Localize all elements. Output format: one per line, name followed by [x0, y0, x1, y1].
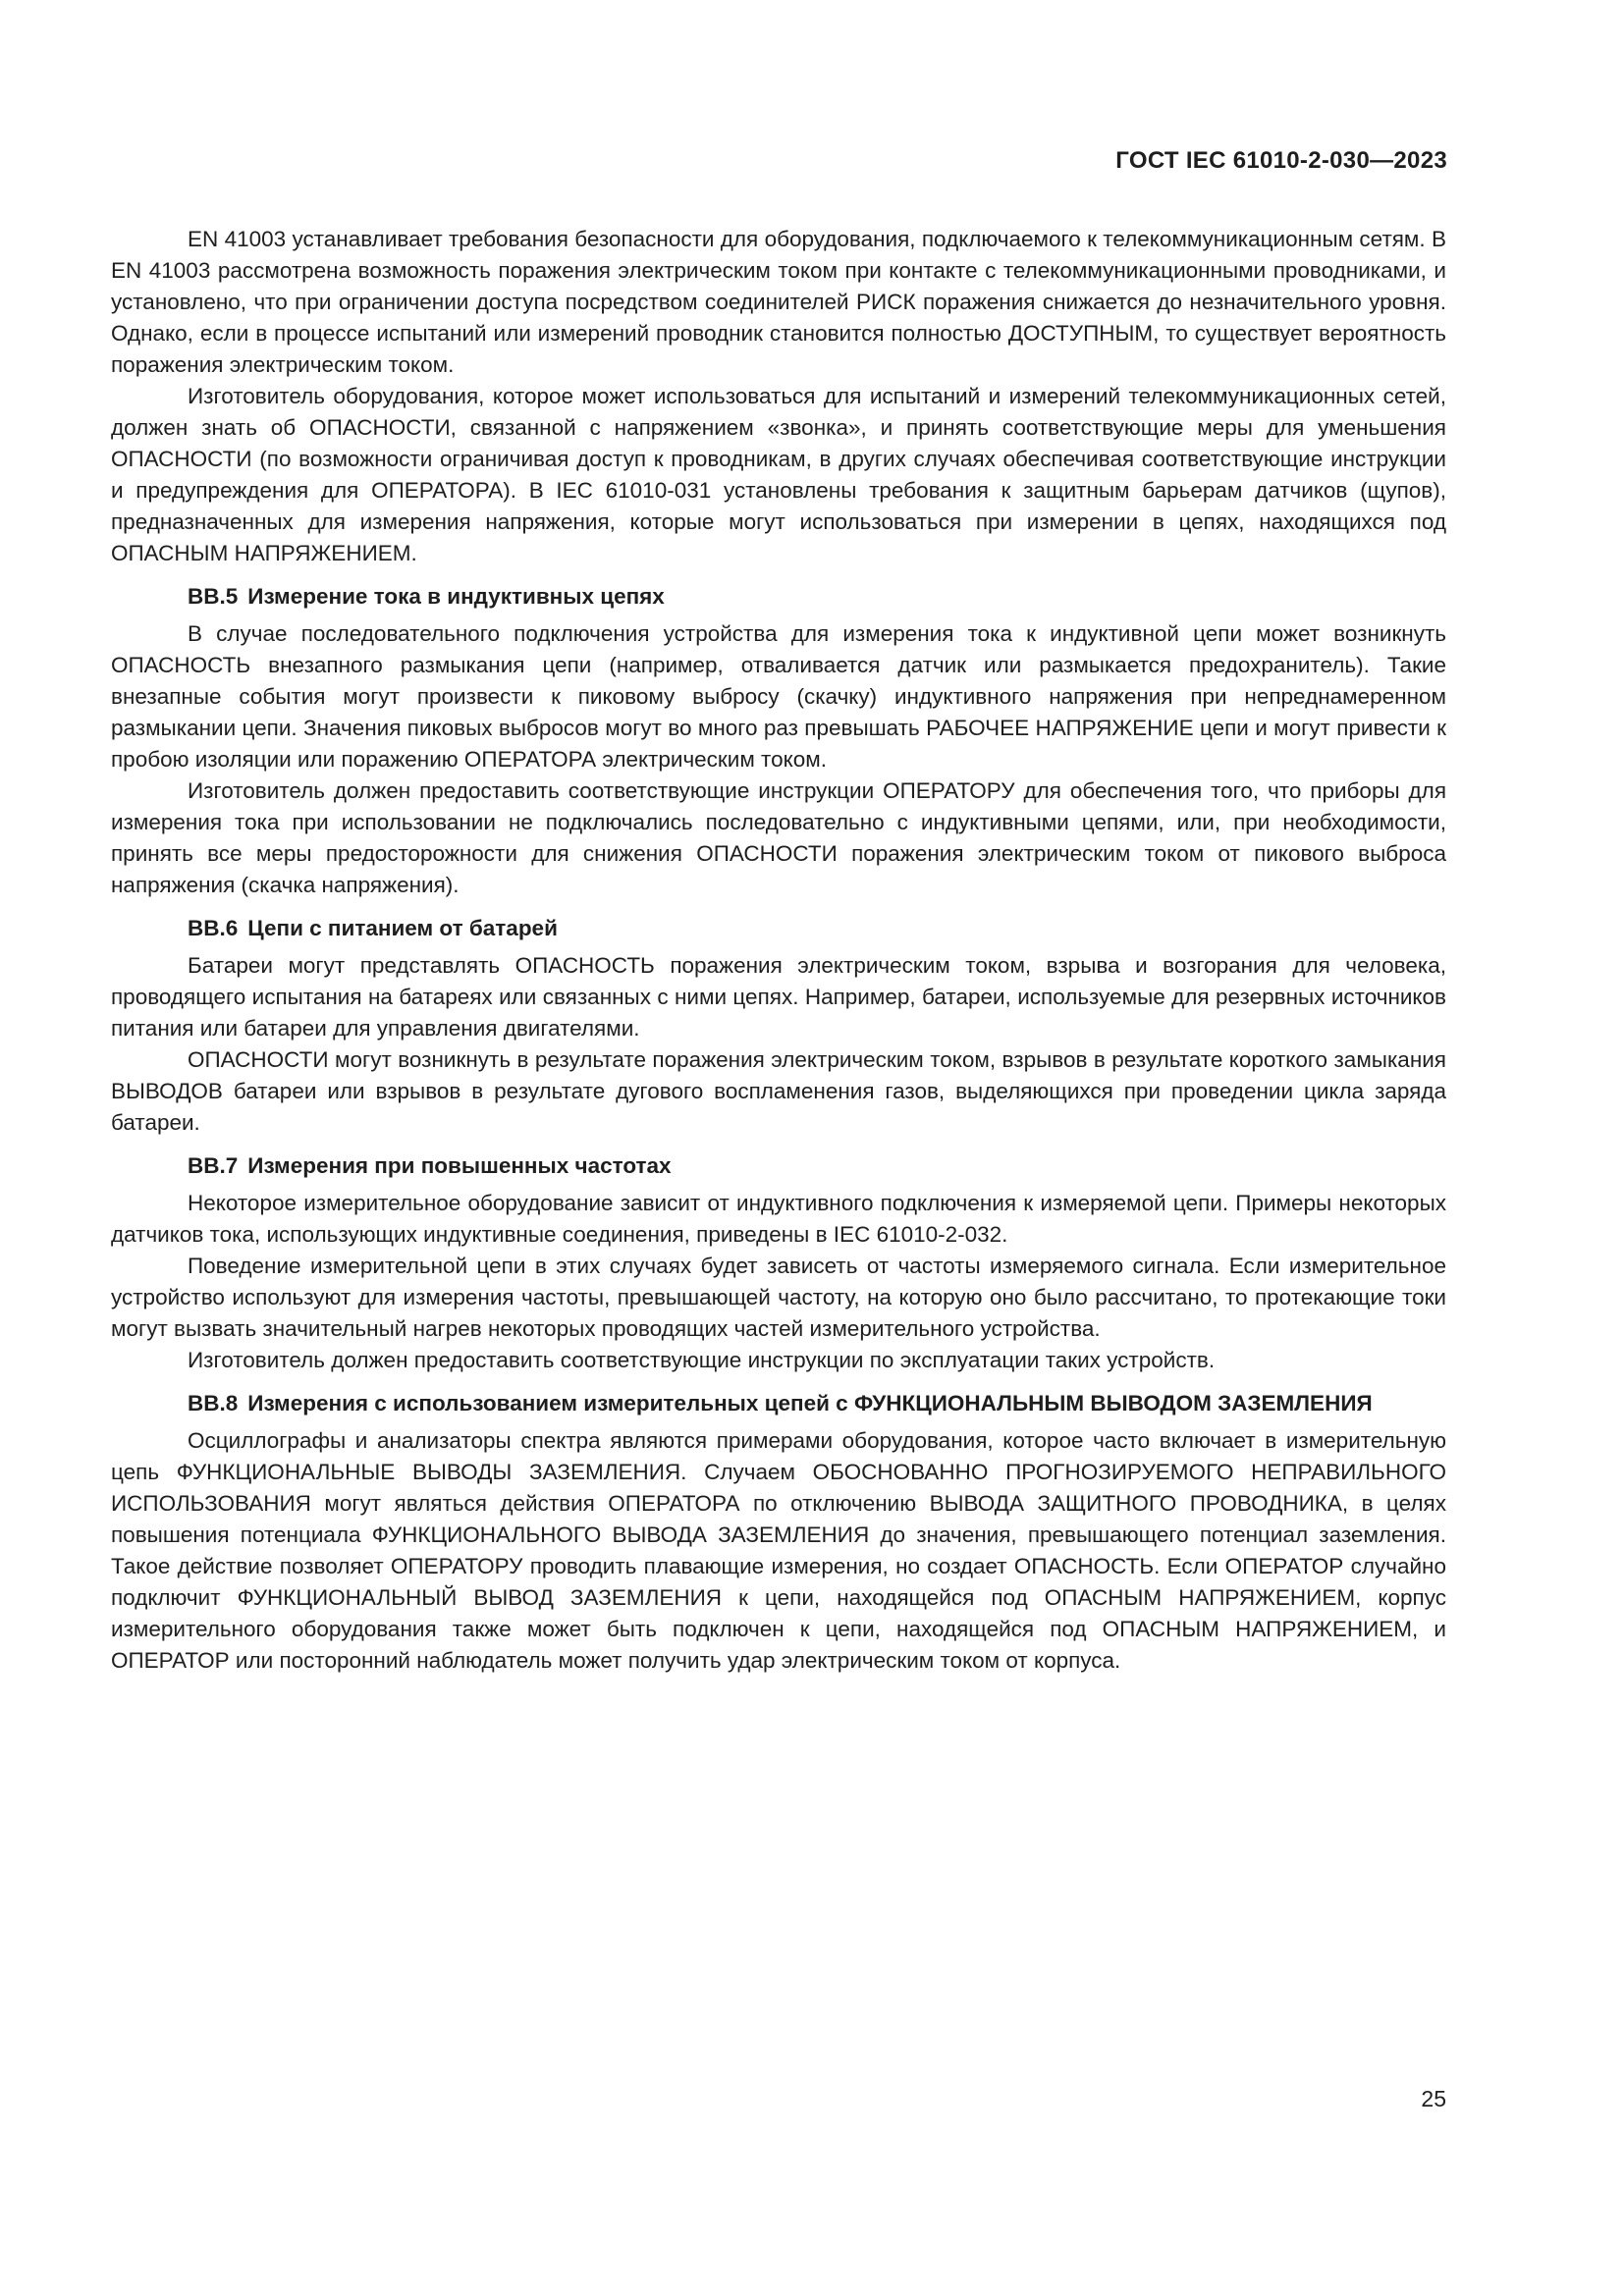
section-paragraph: Батареи могут представлять ОПАСНОСТЬ поражения электрическим током, взрыва и возгорания для человека, проводящего испытания на батареях или связанных с ними цепях. Например, батареи, используемые для резервных источников питания или батареи для управления двигателями.: [111, 953, 1446, 1041]
section-title-text: Измерения с использованием измерительных цепей с ФУНКЦИОНАЛЬНЫМ ВЫВОДОМ ЗАЗЕМЛЕНИЯ: [247, 1391, 1373, 1415]
section-bb8: [111, 1388, 1446, 1677]
intro-paragraph-1: EN 41003 устанавливает требования безопасности для оборудования, подключаемого к телекоммуникационным сетям. В EN 41003 рассмотрена возможность поражения электрическим током при контакте с телекоммуникационными проводниками, и установлено, что при ограничении доступа посредством соединителей РИСК поражения снижается до незначительного уровня. Однако, если в процессе испытаний или измерений проводник становится полностью ДОСТУПНЫМ, то существует вероятность поражения электрическим током.: [111, 227, 1446, 377]
section-number: ВВ.7: [188, 1153, 239, 1178]
section-bb6: [111, 913, 1446, 1139]
section-bb5: [111, 581, 1446, 901]
section-paragraph: Некоторое измерительное оборудование зависит от индуктивного подключения к измеряемой цепи. Примеры некоторых датчиков тока, использующих индуктивные соединения, приведены в IEC 61010-2-032.: [111, 1191, 1446, 1247]
section-number: ВВ.6: [188, 916, 239, 940]
standard-code-header: ГОСТ IEC 61010-2-030—2023: [1115, 147, 1447, 174]
document-body: [111, 224, 1446, 1677]
section-number: ВВ.8: [188, 1391, 239, 1415]
page-number: 25: [1421, 2086, 1446, 2111]
section-paragraph: Осциллографы и анализаторы спектра являются примерами оборудования, которое часто включает в измерительную цепь ФУНКЦИОНАЛЬНЫЕ ВЫВОДЫ ЗАЗЕМЛЕНИЯ. Случаем ОБОСНОВАННО ПРОГНОЗИРУЕМОГО НЕПРАВИЛЬНОГО ИСПОЛЬЗОВАНИЯ могут являться действия ОПЕРАТОРА по отключению ВЫВОДА ЗАЩИТНОГО ПРОВОДНИКА, в целях повышения потенциала ФУНКЦИОНАЛЬНОГО ВЫВОДА ЗАЗЕМЛЕНИЯ до значения, превышающего потенциал заземления. Такое действие позволяет ОПЕРАТОРУ проводить плавающие измерения, но создает ОПАСНОСТЬ. Если ОПЕРАТОР случайно подключит ФУНКЦИОНАЛЬНЫЙ ВЫВОД ЗАЗЕМЛЕНИЯ к цепи, находящейся под ОПАСНЫМ НАПРЯЖЕНИЕМ, корпус измерительного оборудования также может быть подключен к цепи, находящейся под ОПАСНЫМ НАПРЯЖЕНИЕМ, и ОПЕРАТОР или посторонний наблюдатель может получить удар электрическим током от корпуса.: [111, 1428, 1446, 1673]
section-paragraph: ОПАСНОСТИ могут возникнуть в результате поражения электрическим током, взрывов в результате короткого замыкания ВЫВОДОВ батареи или взрывов в результате дугового воспламенения газов, выделяющихся при проведении цикла заряда батареи.: [111, 1047, 1446, 1135]
section-bb7: [111, 1150, 1446, 1376]
section-paragraph: Поведение измерительной цепи в этих случаях будет зависеть от частоты измеряемого сигнала. Если измерительное устройство используют для измерения частоты, превышающей частоту, на которую оно было рассчитано, то протекающие токи могут вызвать значительный нагрев некоторых проводящих частей измерительного устройства.: [111, 1254, 1446, 1341]
section-title-text: Измерения при повышенных частотах: [247, 1153, 672, 1178]
section-title-text: Измерение тока в индуктивных цепях: [247, 584, 665, 609]
section-paragraph: В случае последовательного подключения устройства для измерения тока к индуктивной цепи может возникнуть ОПАСНОСТЬ внезапного размыкания цепи (например, отваливается датчик или размыкается предохранитель). Такие внезапные события могут произвести к пиковому выбросу (скачку) индуктивного напряжения при непреднамеренном размыкании цепи. Значения пиковых выбросов могут во много раз превышать РАБОЧЕЕ НАПРЯЖЕНИЕ цепи и могут привести к пробою изоляции или поражению ОПЕРАТОРА электрическим током.: [111, 621, 1446, 772]
section-paragraph: Изготовитель должен предоставить соответствующие инструкции по эксплуатации таких устройств.: [188, 1348, 1216, 1372]
section-heading: [111, 913, 1446, 944]
section-heading: [111, 1388, 1446, 1419]
intro-paragraph-2: Изготовитель оборудования, которое может использоваться для испытаний и измерений телекоммуникационных сетей, должен знать об ОПАСНОСТИ, связанной с напряжением «звонка», и принять соответствующие меры для уменьшения ОПАСНОСТИ (по возможности ограничивая доступ к проводникам, в других случаях обеспечивая соответствующие инструкции и предупреждения для ОПЕРАТОРА). В IEC 61010-031 установлены требования к защитным барьерам датчиков (щупов), предназначенных для измерения напряжения, которые могут использоваться при измерении в цепях, находящихся под ОПАСНЫМ НАПРЯЖЕНИЕМ.: [111, 384, 1446, 565]
section-paragraph: Изготовитель должен предоставить соответствующие инструкции ОПЕРАТОРУ для обеспечения того, что приборы для измерения тока при использовании не подключались последовательно с индуктивными цепями, или, при необходимости, принять все меры предосторожности для снижения ОПАСНОСТИ поражения электрическим током от пикового выброса напряжения (скачка напряжения).: [111, 778, 1446, 897]
section-heading: [111, 1150, 1446, 1182]
section-heading: [111, 581, 1446, 613]
section-number: ВВ.5: [188, 584, 239, 609]
section-title-text: Цепи с питанием от батарей: [247, 916, 558, 940]
